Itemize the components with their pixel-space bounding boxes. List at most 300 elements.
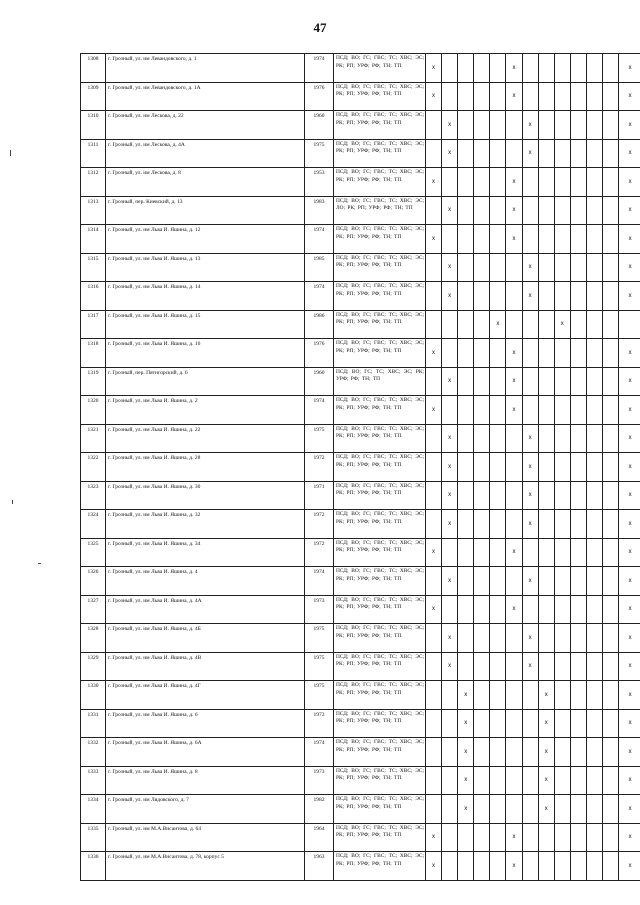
mark-cell — [474, 795, 490, 824]
mark-cell — [426, 253, 442, 282]
mark-cell — [426, 766, 442, 795]
row-address: г. Грозный, пер. Киевский, д. 13 — [106, 196, 305, 225]
mark-cell — [442, 538, 458, 567]
mark-cell — [586, 282, 602, 311]
mark-cell: x — [619, 567, 640, 596]
mark-cell: x — [442, 253, 458, 282]
mark-cell: x — [506, 367, 522, 396]
mark-cell: x — [619, 681, 640, 710]
row-number: 1323 — [81, 481, 106, 510]
mark-cell: x — [506, 54, 522, 83]
mark-cell — [458, 310, 474, 339]
mark-cell — [506, 481, 522, 510]
table-row — [81, 367, 640, 396]
table-row — [81, 823, 640, 852]
mark-cell — [586, 510, 602, 539]
row-year: 1974 — [305, 225, 334, 254]
row-number: 1312 — [81, 168, 106, 197]
mark-cell: x — [442, 567, 458, 596]
mark-cell — [426, 481, 442, 510]
mark-cell — [603, 139, 619, 168]
mark-cell — [442, 795, 458, 824]
mark-cell — [538, 481, 554, 510]
mark-cell — [442, 396, 458, 425]
row-year: 1975 — [305, 681, 334, 710]
mark-cell: x — [619, 709, 640, 738]
mark-cell — [554, 225, 570, 254]
mark-cell — [586, 738, 602, 767]
mark-cell — [426, 196, 442, 225]
table-row — [81, 253, 640, 282]
row-address: г. Грозный, ул. им Льва И. Яшина, д. 13 — [106, 253, 305, 282]
mark-cell — [570, 396, 586, 425]
mark-cell — [554, 567, 570, 596]
row-systems: ПСД; ВО; ГС; ГВС; ТС; ХВС; ЭС; РК; РП; УРФ; РФ; ТН; ТП — [334, 766, 426, 795]
mark-cell — [619, 310, 640, 339]
mark-cell — [442, 681, 458, 710]
mark-cell — [603, 823, 619, 852]
mark-cell: x — [506, 82, 522, 111]
mark-cell — [474, 196, 490, 225]
mark-cell — [490, 709, 506, 738]
mark-cell — [522, 681, 538, 710]
row-systems: ПСД; ВО; ГС; ГВС; ТС; ХВС; ЭС; РК; РП; УРФ; РФ; ТН; ТП — [334, 510, 426, 539]
mark-cell — [603, 253, 619, 282]
mark-cell: x — [442, 510, 458, 539]
mark-cell — [603, 367, 619, 396]
mark-cell — [426, 424, 442, 453]
mark-cell — [554, 766, 570, 795]
mark-cell — [490, 681, 506, 710]
row-systems: ПСД; ВО; ГС; ГВС; ТС; ХВС; ЭС; РК; РП; УРФ; РФ; ТН; ТП — [334, 652, 426, 681]
mark-cell — [570, 282, 586, 311]
table-row — [81, 82, 640, 111]
mark-cell: x — [458, 795, 474, 824]
row-address: г. Грозный, ул. им М.А.Висаитова, д. 78, корпус 5 — [106, 852, 305, 881]
mark-cell: x — [538, 738, 554, 767]
mark-cell — [586, 111, 602, 140]
table-row — [81, 453, 640, 482]
row-year: 1976 — [305, 82, 334, 111]
mark-cell: x — [442, 139, 458, 168]
mark-cell — [490, 538, 506, 567]
mark-cell — [458, 367, 474, 396]
row-address: г. Грозный, ул. им Лескова, д. 4А — [106, 139, 305, 168]
mark-cell — [603, 681, 619, 710]
mark-cell — [490, 367, 506, 396]
mark-cell — [570, 595, 586, 624]
mark-cell: x — [426, 168, 442, 197]
mark-cell — [426, 282, 442, 311]
table-row — [81, 681, 640, 710]
mark-cell — [426, 567, 442, 596]
mark-cell — [586, 82, 602, 111]
row-number: 1336 — [81, 852, 106, 881]
row-year: 1972 — [305, 538, 334, 567]
mark-cell — [474, 453, 490, 482]
row-number: 1331 — [81, 709, 106, 738]
mark-cell — [458, 453, 474, 482]
mark-cell — [490, 852, 506, 881]
mark-cell — [490, 652, 506, 681]
mark-cell — [474, 823, 490, 852]
mark-cell: x — [426, 852, 442, 881]
table-row — [81, 424, 640, 453]
mark-cell — [522, 168, 538, 197]
mark-cell: x — [426, 595, 442, 624]
mark-cell — [538, 339, 554, 368]
mark-cell: x — [619, 168, 640, 197]
mark-cell — [490, 424, 506, 453]
mark-cell — [538, 82, 554, 111]
mark-cell — [570, 139, 586, 168]
mark-cell — [474, 396, 490, 425]
row-systems: ПСД; ВО; ГС; ГВС; ТС; ХВС; ЭС; РК; РП; УРФ; РФ; ТН; ТП — [334, 282, 426, 311]
mark-cell — [426, 367, 442, 396]
mark-cell — [426, 681, 442, 710]
mark-cell — [490, 766, 506, 795]
mark-cell: x — [506, 339, 522, 368]
mark-cell — [570, 453, 586, 482]
mark-cell: x — [490, 310, 506, 339]
mark-cell — [522, 766, 538, 795]
mark-cell: x — [619, 396, 640, 425]
mark-cell — [570, 111, 586, 140]
row-systems: ПСД; ВО; ГС; ГВС; ТС; ХВС; ЭС; РК; РП; УРФ; РФ; ТН; ТП — [334, 111, 426, 140]
mark-cell — [490, 567, 506, 596]
mark-cell: x — [426, 396, 442, 425]
mark-cell — [522, 196, 538, 225]
mark-cell: x — [426, 339, 442, 368]
mark-cell — [554, 82, 570, 111]
mark-cell — [458, 396, 474, 425]
mark-cell — [554, 453, 570, 482]
mark-cell — [586, 139, 602, 168]
mark-cell — [603, 396, 619, 425]
mark-cell — [506, 624, 522, 653]
mark-cell: x — [619, 652, 640, 681]
mark-cell: x — [619, 82, 640, 111]
row-systems: ПСД; ВО; ГС; ГВС; ТС; ХВС; ЭС; РК; РП; УРФ; РФ; ТН; ТП — [334, 54, 426, 83]
mark-cell: x — [522, 510, 538, 539]
mark-cell: x — [522, 424, 538, 453]
mark-cell — [522, 738, 538, 767]
mark-cell — [474, 738, 490, 767]
row-address: г. Грозный, ул. им Льва И. Яшина, д. 4 — [106, 567, 305, 596]
mark-cell — [538, 567, 554, 596]
mark-cell — [442, 168, 458, 197]
mark-cell — [538, 54, 554, 83]
mark-cell — [474, 111, 490, 140]
row-number: 1326 — [81, 567, 106, 596]
mark-cell — [570, 538, 586, 567]
mark-cell: x — [619, 111, 640, 140]
mark-cell — [426, 310, 442, 339]
mark-cell — [442, 823, 458, 852]
mark-cell — [474, 168, 490, 197]
mark-cell — [490, 339, 506, 368]
table-row — [81, 282, 640, 311]
mark-cell — [490, 738, 506, 767]
mark-cell: x — [619, 738, 640, 767]
mark-cell — [538, 852, 554, 881]
mark-cell — [426, 624, 442, 653]
mark-cell — [490, 453, 506, 482]
mark-cell — [586, 367, 602, 396]
mark-cell: x — [522, 567, 538, 596]
mark-cell: x — [619, 139, 640, 168]
mark-cell: x — [426, 54, 442, 83]
row-address: г. Грозный, ул. им Льва И. Яшина, д. 4В — [106, 652, 305, 681]
row-systems: ПСД; ВО; ГС; ГВС; ТС; ХВС; ЭС; РК; РП; УРФ; РФ; ТН; ТП — [334, 453, 426, 482]
mark-cell — [538, 396, 554, 425]
mark-cell — [554, 111, 570, 140]
row-address: г. Грозный, ул. им Льва И. Яшина, д. 28 — [106, 453, 305, 482]
row-systems: ПСД; ВО; ГС; ГВС; ТС; ХВС; ЭС; РК; РП; УРФ; РФ; ТН; ТП — [334, 595, 426, 624]
row-year: 1973 — [305, 595, 334, 624]
row-systems: ПСД; ВО; ГС; ГВС; ТС; ХВС; ЭС; РК; РП; УРФ; РФ; ТН; ТП — [334, 339, 426, 368]
table-row — [81, 225, 640, 254]
mark-cell — [506, 795, 522, 824]
row-number: 1330 — [81, 681, 106, 710]
mark-cell — [490, 225, 506, 254]
mark-cell: x — [506, 852, 522, 881]
mark-cell — [554, 196, 570, 225]
mark-cell — [603, 481, 619, 510]
row-address: г. Грозный, ул. им Льва И. Яшина, д. 30 — [106, 481, 305, 510]
mark-cell — [522, 595, 538, 624]
mark-cell — [506, 453, 522, 482]
mark-cell — [490, 481, 506, 510]
mark-cell: x — [619, 453, 640, 482]
mark-cell — [538, 595, 554, 624]
row-address: г. Грозный, ул. им Левандовского, д. 1А — [106, 82, 305, 111]
mark-cell — [474, 225, 490, 254]
mark-cell — [442, 766, 458, 795]
table-row — [81, 339, 640, 368]
mark-cell — [570, 738, 586, 767]
mark-cell — [506, 567, 522, 596]
mark-cell: x — [538, 795, 554, 824]
mark-cell — [458, 253, 474, 282]
mark-cell — [426, 795, 442, 824]
mark-cell: x — [442, 367, 458, 396]
mark-cell — [474, 253, 490, 282]
mark-cell — [522, 709, 538, 738]
mark-cell — [554, 396, 570, 425]
mark-cell — [442, 709, 458, 738]
mark-cell: x — [458, 709, 474, 738]
mark-cell — [474, 481, 490, 510]
mark-cell — [506, 310, 522, 339]
mark-cell: x — [458, 738, 474, 767]
mark-cell — [570, 681, 586, 710]
mark-cell — [506, 111, 522, 140]
row-number: 1332 — [81, 738, 106, 767]
mark-cell: x — [619, 795, 640, 824]
mark-cell — [458, 510, 474, 539]
mark-cell: x — [426, 82, 442, 111]
mark-cell — [458, 852, 474, 881]
mark-cell — [570, 624, 586, 653]
mark-cell — [474, 852, 490, 881]
mark-cell — [570, 82, 586, 111]
mark-cell: x — [426, 225, 442, 254]
row-year: 1974 — [305, 282, 334, 311]
mark-cell — [426, 510, 442, 539]
mark-cell — [458, 54, 474, 83]
row-address: г. Грозный, ул. им Льва И. Яшина, д. 4А — [106, 595, 305, 624]
mark-cell — [522, 225, 538, 254]
mark-cell — [442, 54, 458, 83]
mark-cell — [570, 510, 586, 539]
row-year: 1975 — [305, 139, 334, 168]
row-address: г. Грозный, ул. им М.А.Висаитова, д. 64 — [106, 823, 305, 852]
mark-cell — [474, 139, 490, 168]
mark-cell — [506, 709, 522, 738]
row-address: г. Грозный, ул. им Льва И. Яшина, д. 8 — [106, 766, 305, 795]
row-systems: ПСД; ВО; ГС; ГВС; ТС; ХВС; ЭС; РК; РП; УРФ; РФ; ТН; ТП — [334, 567, 426, 596]
mark-cell — [522, 339, 538, 368]
mark-cell: x — [619, 823, 640, 852]
mark-cell — [586, 823, 602, 852]
row-address: г. Грозный, ул. им Льва И. Яшина, д. 32 — [106, 510, 305, 539]
row-number: 1322 — [81, 453, 106, 482]
mark-cell — [442, 225, 458, 254]
row-year: 1975 — [305, 624, 334, 653]
mark-cell — [538, 282, 554, 311]
mark-cell — [522, 367, 538, 396]
mark-cell — [603, 453, 619, 482]
mark-cell — [458, 168, 474, 197]
mark-cell: x — [619, 481, 640, 510]
mark-cell — [506, 681, 522, 710]
mark-cell — [554, 168, 570, 197]
mark-cell — [538, 139, 554, 168]
mark-cell — [458, 225, 474, 254]
mark-cell — [586, 624, 602, 653]
mark-cell: x — [522, 624, 538, 653]
mark-cell — [538, 510, 554, 539]
row-year: 1974 — [305, 396, 334, 425]
mark-cell: x — [442, 481, 458, 510]
mark-cell — [554, 253, 570, 282]
mark-cell — [442, 339, 458, 368]
mark-cell — [474, 624, 490, 653]
mark-cell: x — [522, 652, 538, 681]
mark-cell — [554, 652, 570, 681]
mark-cell — [474, 82, 490, 111]
mark-cell — [474, 510, 490, 539]
row-year: 1983 — [305, 196, 334, 225]
mark-cell — [490, 111, 506, 140]
mark-cell — [603, 567, 619, 596]
mark-cell — [426, 709, 442, 738]
mark-cell — [603, 652, 619, 681]
row-address: г. Грозный, ул. им Льва И. Яшина, д. 16 — [106, 339, 305, 368]
mark-cell — [554, 738, 570, 767]
mark-cell — [586, 709, 602, 738]
mark-cell — [586, 852, 602, 881]
mark-cell: x — [522, 111, 538, 140]
mark-cell — [458, 139, 474, 168]
row-year: 1985 — [305, 253, 334, 282]
mark-cell — [586, 652, 602, 681]
mark-cell — [570, 168, 586, 197]
mark-cell — [586, 168, 602, 197]
mark-cell: x — [442, 196, 458, 225]
mark-cell — [570, 253, 586, 282]
mark-cell: x — [522, 139, 538, 168]
mark-cell — [570, 225, 586, 254]
mark-cell — [538, 538, 554, 567]
mark-cell — [506, 424, 522, 453]
row-address: г. Грозный, ул. им Льва И. Яшина, д. 34 — [106, 538, 305, 567]
mark-cell — [538, 652, 554, 681]
row-address: г. Грозный, ул. им Лескова, д. 22 — [106, 111, 305, 140]
mark-cell: x — [619, 367, 640, 396]
mark-cell — [490, 54, 506, 83]
mark-cell — [603, 111, 619, 140]
mark-cell — [554, 595, 570, 624]
mark-cell — [603, 738, 619, 767]
mark-cell — [474, 424, 490, 453]
mark-cell: x — [426, 823, 442, 852]
mark-cell: x — [506, 196, 522, 225]
mark-cell — [586, 310, 602, 339]
mark-cell — [586, 681, 602, 710]
scan-mark — [10, 150, 11, 156]
mark-cell — [554, 339, 570, 368]
mark-cell — [474, 538, 490, 567]
mark-cell — [474, 681, 490, 710]
row-number: 1333 — [81, 766, 106, 795]
row-number: 1325 — [81, 538, 106, 567]
mark-cell: x — [442, 424, 458, 453]
mark-cell — [474, 595, 490, 624]
mark-cell — [570, 310, 586, 339]
mark-cell — [603, 852, 619, 881]
mark-cell — [603, 196, 619, 225]
mark-cell — [603, 225, 619, 254]
mark-cell — [570, 823, 586, 852]
mark-cell — [586, 567, 602, 596]
mark-cell — [522, 54, 538, 83]
row-year: 1960 — [305, 111, 334, 140]
row-number: 1320 — [81, 396, 106, 425]
mark-cell — [570, 424, 586, 453]
mark-cell — [603, 624, 619, 653]
row-address: г. Грозный, ул. им Льва И. Яшина, д. 6 — [106, 709, 305, 738]
row-number: 1334 — [81, 795, 106, 824]
row-year: 1975 — [305, 652, 334, 681]
mark-cell — [522, 823, 538, 852]
row-year: 1986 — [305, 310, 334, 339]
mark-cell — [442, 82, 458, 111]
row-year: 1982 — [305, 795, 334, 824]
mark-cell — [490, 82, 506, 111]
mark-cell: x — [506, 823, 522, 852]
mark-cell — [570, 339, 586, 368]
mark-cell: x — [538, 766, 554, 795]
mark-cell — [554, 709, 570, 738]
row-systems: ПСД; ВО; ГС; ГВС; ТС; ХВС; ЭС; РК; РП; УРФ; РФ; ТН; ТП — [334, 738, 426, 767]
mark-cell — [586, 396, 602, 425]
mark-cell — [586, 481, 602, 510]
mark-cell — [474, 367, 490, 396]
mark-cell — [554, 481, 570, 510]
table-row — [81, 310, 640, 339]
